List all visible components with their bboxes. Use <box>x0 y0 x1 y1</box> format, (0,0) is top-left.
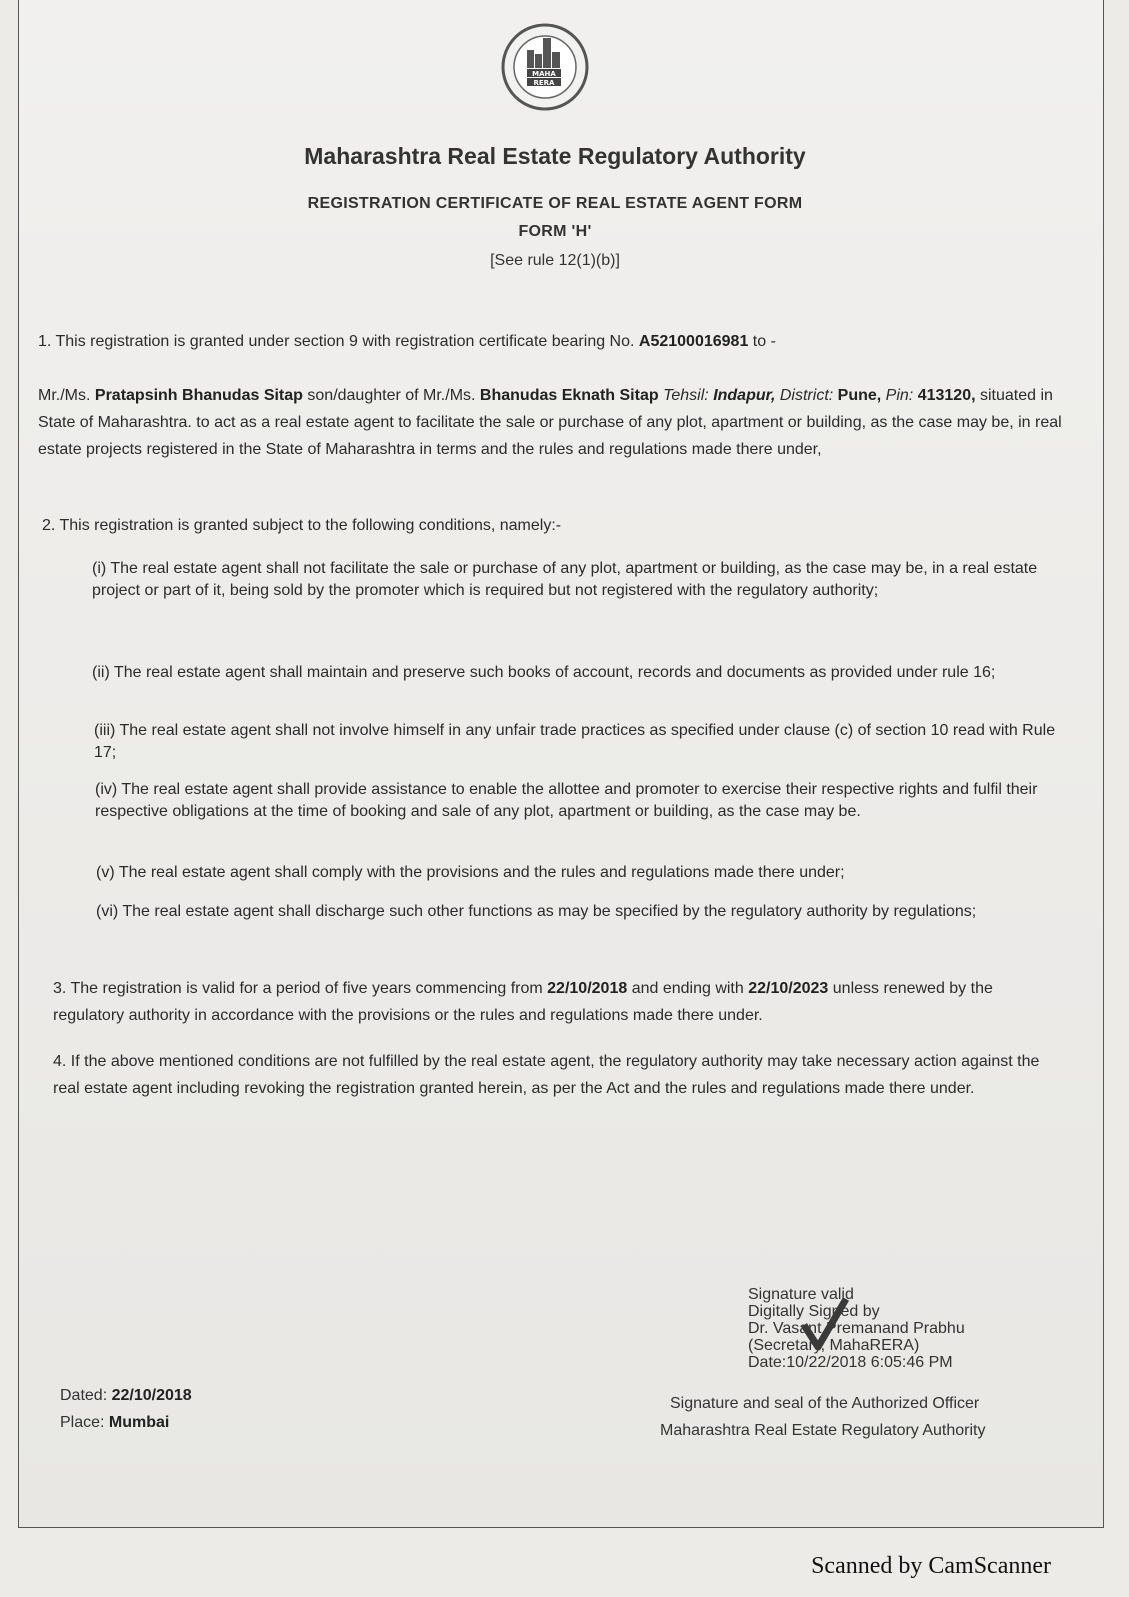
digital-signature-block <box>748 1286 965 1371</box>
clause-3-mid: and ending with <box>631 980 744 997</box>
district-label: District: <box>779 387 834 404</box>
authority-title: Maharashtra Real Estate Regulatory Authority <box>304 143 806 169</box>
clause-1-text: 1. This registration is granted under section 9 with registration certificate bearing No. <box>38 333 635 350</box>
clause-2-intro: 2. This registration is granted subject to the following conditions, namely:- <box>42 517 562 534</box>
tehsil-label: Tehsil: <box>663 387 709 404</box>
signer-name: Dr. Vasant Premanand Prabhu <box>748 1320 965 1337</box>
signature-valid-check-icon <box>800 1295 850 1355</box>
clause-1-to: to - <box>752 333 776 350</box>
signer-title: (Secretary, MahaRERA) <box>748 1337 920 1354</box>
signature-status: Signature valid <box>748 1286 854 1303</box>
condition-3: (iii) The real estate agent shall not involve himself in any unfair trade practices as specified under clause (c) of section 10 read with Rule 17; <box>94 722 1056 761</box>
pin-value: 413120, <box>917 387 976 404</box>
svg-text:RERA: RERA <box>533 79 555 87</box>
agent-name: Pratapsinh Bhanudas Sitap <box>94 387 303 404</box>
clause-3 <box>53 975 1053 1029</box>
dated-value: 22/10/2018 <box>111 1387 192 1404</box>
district-value: Pune, <box>837 387 882 404</box>
signature-date: Date:10/22/2018 6:05:46 PM <box>748 1354 953 1371</box>
certificate-title: REGISTRATION CERTIFICATE OF REAL ESTATE AGENT FORM <box>307 195 803 212</box>
maharera-logo-icon <box>500 22 590 112</box>
condition-6: (vi) The real estate agent shall discharge such other functions as may be specified by the regulatory authority by regulations; <box>96 903 977 920</box>
condition-2: (ii) The real estate agent shall maintain and preserve such books of account, records and documents as provided under rule 16; <box>92 664 996 681</box>
registration-number: A52100016981 <box>638 333 749 350</box>
dated-label: Dated: <box>60 1387 108 1404</box>
validity-start: 22/10/2018 <box>547 980 628 997</box>
rule-reference: [See rule 12(1)(b)] <box>490 252 620 269</box>
clause-1-intro <box>38 328 1068 355</box>
tehsil-value: Indapur, <box>713 387 776 404</box>
clause-3-text: 3. The registration is valid for a period of five years commencing from <box>53 980 543 997</box>
clause-1-body <box>38 382 1063 463</box>
authorized-officer-block <box>660 1390 986 1444</box>
form-label: FORM 'H' <box>518 223 592 240</box>
dated-place-block <box>60 1382 192 1436</box>
validity-end: 22/10/2023 <box>748 980 829 997</box>
seal-line-1: Signature and seal of the Authorized Officer <box>670 1395 980 1412</box>
condition-5: (v) The real estate agent shall comply with the provisions and the rules and regulations made there under; <box>96 864 845 881</box>
relation-text: son/daughter of Mr./Ms. <box>307 387 476 404</box>
camscanner-watermark: Scanned by CamScanner <box>811 1553 1051 1579</box>
clause-4: 4. If the above mentioned conditions are not fulfilled by the real estate agent, the regulatory authority may take necessary action against the real estate agent including revoking the registration granted herein, as per the Act and the rules and regulations made there under. <box>53 1053 1040 1097</box>
signed-by-label: Digitally Signed by <box>748 1303 880 1320</box>
condition-1: (i) The real estate agent shall not facilitate the sale or purchase of any plot, apartment or building, as the case may be, in a real estate project or part of it, being sold by the promoter which is required but not registered with the regulatory authority; <box>92 560 1038 599</box>
seal-line-2: Maharashtra Real Estate Regulatory Authority <box>660 1422 986 1439</box>
condition-4: (iv) The real estate agent shall provide assistance to enable the allottee and promoter to exercise their respective rights and fulfil their respective obligations at the time of booking and sale of any plot, apartment or building, as the case may be. <box>95 781 1038 820</box>
place-value: Mumbai <box>108 1414 170 1431</box>
pin-label: Pin: <box>885 387 914 404</box>
svg-text:MAHA: MAHA <box>532 70 556 78</box>
clause-1-rest: situated in State of Maharashtra. to act as a real estate agent to facilitate the sale or purchase of any plot, apartment or building, as the case may be, in real estate projects registered in the State of Maharashtra in terms and the rules and regulations made there under, <box>38 387 1062 458</box>
prefix: Mr./Ms. <box>38 387 91 404</box>
parent-name: Bhanudas Eknath Sitap <box>479 387 659 404</box>
clause-3-rest: unless renewed by the regulatory authority in accordance with the provisions or the rules and regulations made there under. <box>53 980 993 1024</box>
place-label: Place: <box>60 1414 105 1431</box>
